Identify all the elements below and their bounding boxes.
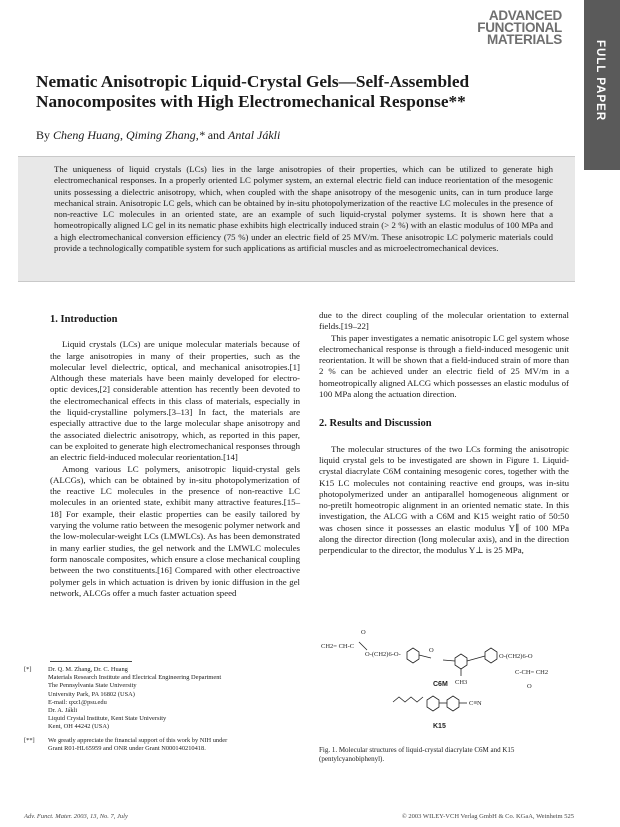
footer-citation: Adv. Funct. Mater. 2003, 13, No. 7, July bbox=[24, 813, 128, 820]
c6m-right-group: C-CH= CH2 bbox=[515, 669, 549, 676]
c6m-ring-1 bbox=[407, 648, 419, 663]
c6m-label: C6M bbox=[433, 681, 448, 688]
abstract-text: The uniqueness of liquid crystals (LCs) lies in the large anisotropies of their properties, which can be utilized to generate high electromechanical responses. In a properly oriented LC polymer system, an external electric field can induce reorientation of the mesogenic units possessing a dielectric anisotropy, which, when coupled with the shape anisotropy of the mesogenic units, can in turn produce large mechanical strain. Anisotropic LC gels, which can be obtained by in-situ photopolymerization of the reactive LC molecules in the presence of non-reactive LC molecules in an oriented state, are an example of such liquid-crystal polymer systems. It is shown here that a homeotropically aligned LC gel in its nematic phase exhibits high electrically induced strain (> 2 %) with an elastic modulus of 100 MPa and a high electromechanical conversion efficiency (75 %) under an electric field of 25 MV/m. These anisotropic LC polymeric materials could provide a technologically compatible system for such applications as artificial muscles and as microelectromechanical devices. bbox=[54, 164, 553, 254]
left-column bbox=[50, 310, 300, 599]
k15-ring-1 bbox=[427, 696, 439, 711]
footnotes bbox=[24, 666, 300, 753]
k15-ring-2 bbox=[447, 696, 459, 711]
journal-logo-line3: MATERIALS bbox=[486, 32, 562, 47]
k15-label: K15 bbox=[433, 723, 446, 730]
c6m-ring-2 bbox=[455, 654, 467, 669]
c6m-ring-3 bbox=[485, 648, 497, 663]
section-tab-label: FULL PAPER bbox=[594, 40, 606, 122]
c6m-right-o: O bbox=[527, 683, 532, 690]
results-heading: 2. Results and Discussion bbox=[319, 418, 432, 430]
c6m-right-chain: O-(CH2)6-O bbox=[499, 653, 533, 660]
right-paragraph-1: due to the direct coupling of the molecular orientation to external fields.[19–22] bbox=[319, 310, 569, 332]
intro-paragraph-2: Among various LC polymers, anisotropic liquid-crystal gels (ALCGs), which can be obtained by in-situ photopolymerization of the reactive LC molecules in the presence of non-reactive LC molecules in an oriented state, exhibit many attractive features.[15–18] For example, their elastic properties can be easily tailored by varying the volume ratio between the mesogenic polymer network and the low-molecular-weight LCs (LMWLCs). As has been demonstrated in many earlier studies, the gel network and the LMWLC molecules form nanoscale composites, which ensure a close mechanical coupling between the two constituents.[16] Compared with other electroactive polymer gels in which actuation is driven by ionic diffusion in the gel network, ALCGs offer a much faster actuation speed bbox=[50, 463, 300, 598]
abstract-box bbox=[18, 156, 575, 282]
section-tab bbox=[584, 0, 620, 170]
intro-paragraph-1: Liquid crystals (LCs) are unique molecular materials because of the large anisotropies in many of their properties, such as the molecular level dielectric, optical, and mechanical anisotropies.[1] Although these materials have been mainly developed for electro-optic devices,[2] considerable attention has recently been devoted to the electromechanical effects in this class of materials, especially in the liquid-crystalline polymers.[3–13] In fact, the materials are especially attractive due to the large molecular shape anisotropy and the associated dielectric anisotropy, which, as reported in this paper, can be exploited to generate high electromechanical responses through an electric field-induced molecular reorientation.[14] bbox=[50, 339, 300, 463]
figure-caption: Fig. 1. Molecular structures of liquid-crystal diacrylate C6M and K15 (pentylcyanobiphenyl). bbox=[319, 746, 515, 763]
author-separator: , bbox=[120, 128, 127, 142]
author-1: Cheng Huang bbox=[53, 128, 121, 142]
footnote-mark: [**] bbox=[24, 736, 35, 744]
c6m-ester-o: O bbox=[429, 647, 434, 654]
page-footer bbox=[24, 813, 574, 820]
right-column bbox=[319, 310, 569, 557]
journal-logo-line2: FUNCTIONAL bbox=[477, 20, 562, 35]
k15-nitrile: C≡N bbox=[469, 700, 482, 707]
footnote-rule bbox=[50, 661, 132, 662]
footnote-line: Dr. A. Jákli bbox=[48, 707, 78, 715]
footnote-line: Kent, OH 44242 (USA) bbox=[48, 723, 110, 731]
footnote-line: Grant R01-HL65959 and ONR under Grant N000140210418. bbox=[48, 744, 206, 752]
footnote-line: The Pennsylvania State University bbox=[48, 682, 137, 690]
author-3: Antal Jákli bbox=[228, 128, 281, 142]
intro-heading: 1. Introduction bbox=[50, 314, 118, 325]
footnote-line: Dr. Q. M. Zhang, Dr. C. Huang bbox=[48, 666, 128, 673]
c6m-carbonyl-o: O bbox=[361, 629, 366, 636]
footer-copyright: © 2003 WILEY-VCH Verlag GmbH & Co. KGaA, Weinheim 525 bbox=[401, 813, 574, 820]
footnote-acknowledgement bbox=[24, 737, 300, 753]
footnote-line: University Park, PA 16802 (USA) bbox=[48, 690, 135, 698]
footnote-mark: [*] bbox=[24, 666, 32, 673]
k15-pentyl-chain bbox=[393, 697, 423, 702]
c6m-methyl: CH3 bbox=[455, 679, 468, 686]
journal-logo-line1: ADVANCED bbox=[488, 8, 562, 23]
footnote-author bbox=[24, 666, 300, 732]
footnote-line: We greatly appreciate the financial support of this work by NIH under bbox=[48, 736, 228, 744]
figure-1-structures bbox=[315, 600, 577, 740]
footnote-line: E-mail: qxz1@psu.edu bbox=[48, 698, 107, 706]
journal-logo bbox=[477, 10, 562, 46]
right-paragraph-2: This paper investigates a nematic anisotropic LC gel system whose electromechanical response is through a field-induced mesogenic unit reorientation. It will be shown that a field-induced strain of more than 2 % can be achieved under an electric field of 25 MV/m in a homeotropically aligned ALCG which possesses an elastic modulus of 100 MPa along the actuation direction. bbox=[319, 332, 569, 400]
author-separator: and bbox=[204, 128, 229, 142]
results-paragraph-1: The molecular structures of the two LCs forming the anisotropic liquid crystal gels to be investigated are shown in Figure 1. Liquid-crystal diacrylate C6M containing mesogenic cores, together with the K15 LC molecules not containing reactive end groups, was in-situ photopolymerized under an antiparallel homogeneous alignment or no-pretilt homeotropic alignment in an oriented nematic state. In this investigation, the ALCG with a C6M and K15 weight ratio of 50:50 was chosen since it possesses an elastic modulus Y∥ of 100 MPa along the director direction (long molecular axis), and in the direction perpendicular to the director, the modulus Y⊥ is 25 MPa, bbox=[319, 443, 569, 556]
c6m-left-chain: O-(CH2)6-O- bbox=[365, 651, 401, 658]
article-title: Nematic Anisotropic Liquid-Crystal Gels—Self-Assembled Nanocomposites with High Electromechanical Response** bbox=[36, 72, 470, 111]
c6m-left-group: CH2= CH-C bbox=[321, 643, 355, 650]
footnote-line: Liquid Crystal Institute, Kent State University bbox=[48, 715, 167, 723]
author-by: By bbox=[36, 128, 51, 142]
footnote-line: Materials Research Institute and Electrical Engineering Department bbox=[48, 674, 222, 682]
author-2: Qiming Zhang,* bbox=[126, 128, 205, 142]
author-line bbox=[36, 128, 280, 143]
